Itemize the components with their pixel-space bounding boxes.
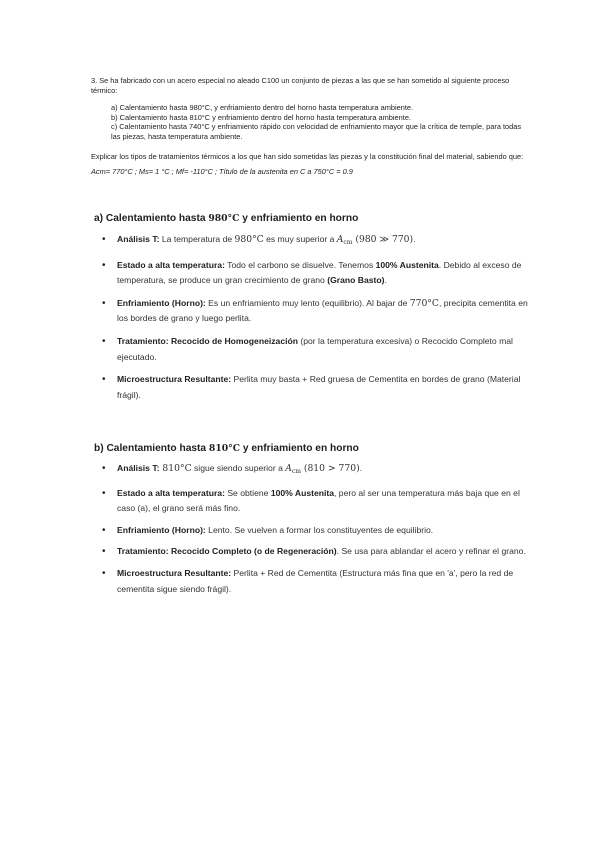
item-text: Perlita muy basta + Red gruesa de Cementita en bordes de grano (Material frágil). — [117, 374, 521, 400]
heading-text: a) Calentamiento hasta — [94, 213, 209, 224]
heading-temperature: 980°C — [208, 213, 240, 224]
item-label: Análisis T: — [117, 234, 160, 244]
item-text: Perlita + Red de Cementita (Estructura más fina que en 'a', pero la red de cementita sigue siendo frágil). — [117, 567, 514, 594]
item-text: . — [413, 234, 416, 244]
item-text: Todo el carbono se disuelve. Tenemos — [224, 259, 376, 270]
item-math-subscript: cm — [291, 468, 301, 475]
item-label: Tratamiento: — [117, 546, 169, 557]
item-text: Se obtiene — [224, 487, 271, 498]
item-text: . — [384, 275, 387, 286]
item-text: (por la temperatura excesiva) o Recocido Completo mal ejecutado. — [117, 335, 513, 362]
item-emphasis: (Grano Basto) — [327, 275, 385, 286]
item-math — [285, 463, 359, 474]
case-b: b) Calentamiento hasta 810°C y enfriamiento dentro del horno hasta temperatura ambiente. — [111, 112, 411, 122]
item-label: Microestructura Resultante: — [117, 567, 232, 578]
item-text: . — [359, 463, 363, 473]
heading-text: y enfriamiento en horno — [239, 213, 359, 224]
section-a-list — [94, 232, 534, 403]
item-emphasis: Recocido de Homogeneización — [170, 335, 298, 346]
item-math: 770°C — [409, 297, 439, 309]
item-math-expression: (810 > 770) — [300, 463, 360, 474]
section-a-heading — [94, 212, 534, 226]
item-emphasis: 100% Austenita — [375, 259, 439, 270]
item-math — [336, 234, 416, 246]
list-item — [94, 486, 534, 517]
list-item — [94, 258, 534, 289]
list-item — [94, 461, 534, 480]
item-text: . Se usa para ablandar el acero y refinar el grano. — [336, 546, 526, 557]
item-text: sigue siendo superior a — [191, 463, 286, 473]
heading-text: y enfriamiento en horno — [240, 443, 359, 454]
answer-section-a — [94, 212, 534, 403]
process-cases — [111, 103, 531, 141]
answer-section-b — [94, 442, 534, 597]
item-emphasis: 100% Austenita — [270, 487, 335, 498]
item-text: . Debido al exceso de temperatura, se produce un gran crecimiento de grano — [117, 259, 522, 286]
item-label: Enfriamiento (Horno): — [117, 524, 206, 535]
list-item — [94, 372, 534, 403]
problem-statement — [91, 76, 531, 177]
item-label: Estado a alta temperatura: — [117, 487, 225, 498]
section-b-heading — [94, 442, 534, 456]
section-b-list — [94, 461, 534, 597]
list-item — [94, 544, 534, 560]
given-data: Acm= 770°C ; Ms= 1 °C ; Mf= -110°C ; Título de la austenita en C a 750°C = 0.9 — [91, 167, 353, 177]
item-label: Tratamiento: — [117, 335, 169, 346]
list-item — [94, 523, 534, 539]
problem-intro: 3. Se ha fabricado con un acero especial no aleado C100 un conjunto de piezas a las que se han sometido al siguiente proceso térmico: — [91, 76, 510, 95]
item-label: Análisis T: — [117, 463, 160, 473]
item-text: Lento. Se vuelven a formar los constituyentes de equilibrio. — [205, 524, 434, 535]
list-item — [94, 296, 534, 327]
item-text: , pero al ser una temperatura más baja que en el caso (a), el grano será más fino. — [117, 487, 520, 514]
item-math-symbol: A — [336, 234, 344, 245]
item-math: 810°C — [159, 463, 192, 474]
item-math-expression: (980 ≫ 770) — [352, 234, 414, 245]
item-label: Estado a alta temperatura: — [117, 259, 225, 270]
item-label: Microestructura Resultante: — [117, 374, 232, 385]
item-text: Es un enfriamiento muy lento (equilibrio). Al bajar de — [205, 297, 410, 308]
heading-text: b) Calentamiento hasta — [94, 443, 209, 454]
list-item — [94, 232, 534, 251]
item-emphasis: Recocido Completo (o de Regeneración) — [170, 546, 337, 557]
problem-question: Explicar los tipos de tratamientos térmicos a los que han sido sometidas las piezas y la constitución final del material, sabiendo que: — [91, 151, 524, 161]
case-a: a) Calentamiento hasta 980°C, y enfriamiento dentro del horno hasta temperatura ambiente. — [111, 103, 414, 113]
list-item — [94, 334, 534, 365]
item-text: La temperatura de — [159, 234, 235, 244]
list-item — [94, 566, 534, 597]
heading-temperature: 810°C — [208, 443, 241, 454]
item-label: Enfriamiento (Horno): — [117, 297, 206, 308]
case-c: c) Calentamiento hasta 740°C y enfriamiento rápido con velocidad de enfriamiento mayor que la crítica de temple, para todas las piezas, hasta temperatura ambiente. — [111, 122, 522, 141]
item-math-subscript: cm — [343, 239, 353, 246]
item-text: , precipita cementita en los bordes de grano y luego perlita. — [117, 297, 528, 324]
item-math-symbol: A — [285, 463, 292, 474]
item-text: es muy superior a — [263, 234, 337, 244]
item-math: 980°C — [234, 234, 264, 245]
